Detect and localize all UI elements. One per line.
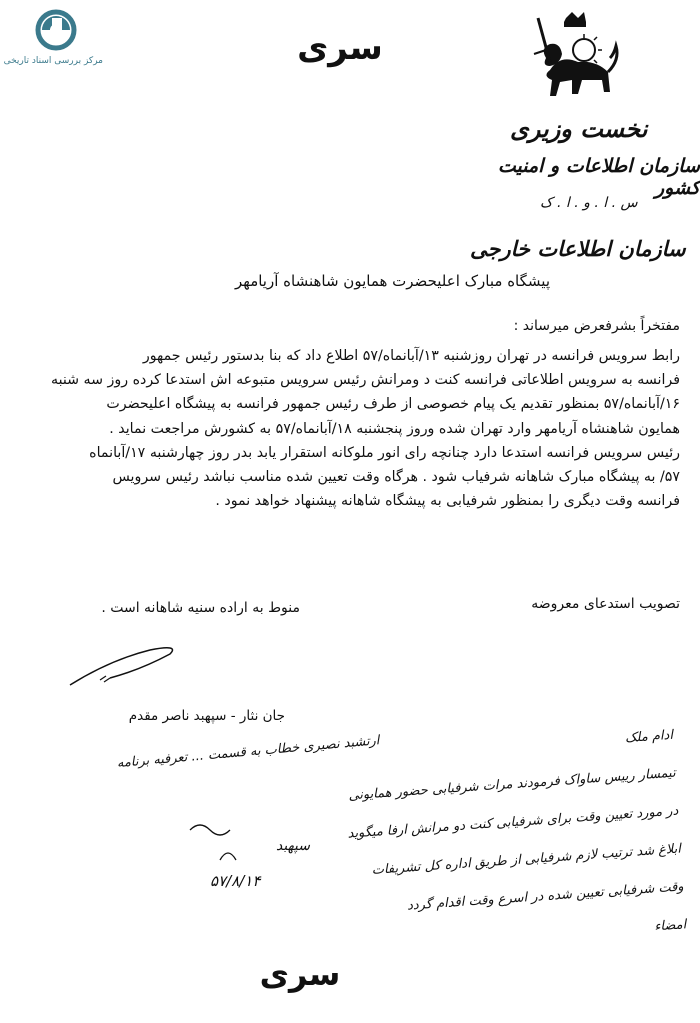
salutation: مفتخراً بشرفعرض میرساند :: [513, 318, 680, 334]
department-heading: سازمان اطلاعات خارجی: [470, 237, 686, 261]
handwritten-annotation-left: ارتشبد نصیری خطاب به قسمت ... تعرفیه برنامه: [116, 733, 381, 772]
classification-top: سری: [297, 28, 383, 68]
signatory-name: جان نثار - سپهبد ناصر مقدم: [128, 708, 285, 724]
archive-logo-icon: [32, 8, 80, 52]
handwritten-line: ابلاغ شد ترتیب لازم شرفیابی از طریق اداره کل تشریفات: [371, 841, 682, 879]
prime-ministry-heading: نخست وزیری: [510, 115, 648, 143]
body-line: همایون شاهنشاه آریامهر وارد تهران شده وروز پنجشنبه ۱۸/آبانماه/۵۷ به کشورش مراجعت نماید .: [109, 420, 680, 437]
reference-code: س . ا . و . ا . ک: [540, 195, 638, 211]
lion-and-sun-emblem-icon: [520, 10, 630, 110]
handwritten-initials: سپهبد: [276, 838, 310, 854]
addressee: پیشگاه مبارک اعلیحضرت همایون شاهنشاه آریامهر: [235, 272, 550, 290]
body-line: ۵۷/ به پیشگاه مبارک شاهانه شرفیاب شود . هرگاه وقت تعیین شده مناسب نباشد رئیس سرویس: [112, 469, 680, 486]
letter-body: [16, 344, 680, 513]
body-line: رئیس سرویس فرانسه استدعا دارد چنانچه رای انور ملوکانه استقرار یابد بدر روز چهارشنبه ۱۷/آبانماه: [89, 444, 680, 461]
approval-request: تصویب استدعای معروضه: [531, 596, 680, 612]
handwritten-annotation-right: [342, 717, 687, 967]
classification-bottom: سری: [259, 955, 341, 993]
watermark-text: مرکز بررسی اسناد تاریخی: [3, 56, 103, 66]
handwritten-line: وقت شرفیابی تعیین شده در اسرع وقت اقدام گردد: [406, 879, 685, 914]
handwritten-line: ادام ملک: [624, 727, 674, 747]
handwritten-line: تیمسار رییس ساواک فرمودند مرات شرفیابی حضور همایونی: [347, 765, 677, 804]
signature-mark: [50, 630, 210, 700]
body-line: ۱۶/آبانماه/۵۷ بمنظور تقدیم یک پیام خصوصی از طرف رئیس جمهور فرانسه به پیشگاه اعلیحضرت: [106, 396, 680, 413]
body-line: رابط سرویس فرانسه در تهران روزشنبه ۱۳/آبانماه/۵۷ اطلاع داد که بنا بدستور رئیس جمهور: [142, 348, 680, 364]
body-line: فرانسه به سرویس اطلاعاتی فرانسه کنت د ومرانش رئیس سرویس متبوعه اش استدعا کرده روز سه شنبه: [50, 372, 680, 389]
handwritten-line: امضاء: [653, 917, 687, 935]
approval-note: منوط به اراده سنیه شاهانه است .: [101, 600, 300, 616]
handwritten-date: ۵۷/۸/۱۴: [210, 872, 261, 890]
archive-watermark: [3, 8, 103, 66]
body-line: فرانسه وقت دیگری را بمنظور شرفیابی به پیشگاه شاهانه پیشنهاد خواهد نمود .: [215, 493, 680, 510]
handwritten-line: در مورد تعیین وقت برای شرفیابی کنت دو مرانش ارفا میگوید: [347, 803, 679, 842]
organization-heading: سازمان اطلاعات و امنیت کشور: [497, 155, 700, 199]
